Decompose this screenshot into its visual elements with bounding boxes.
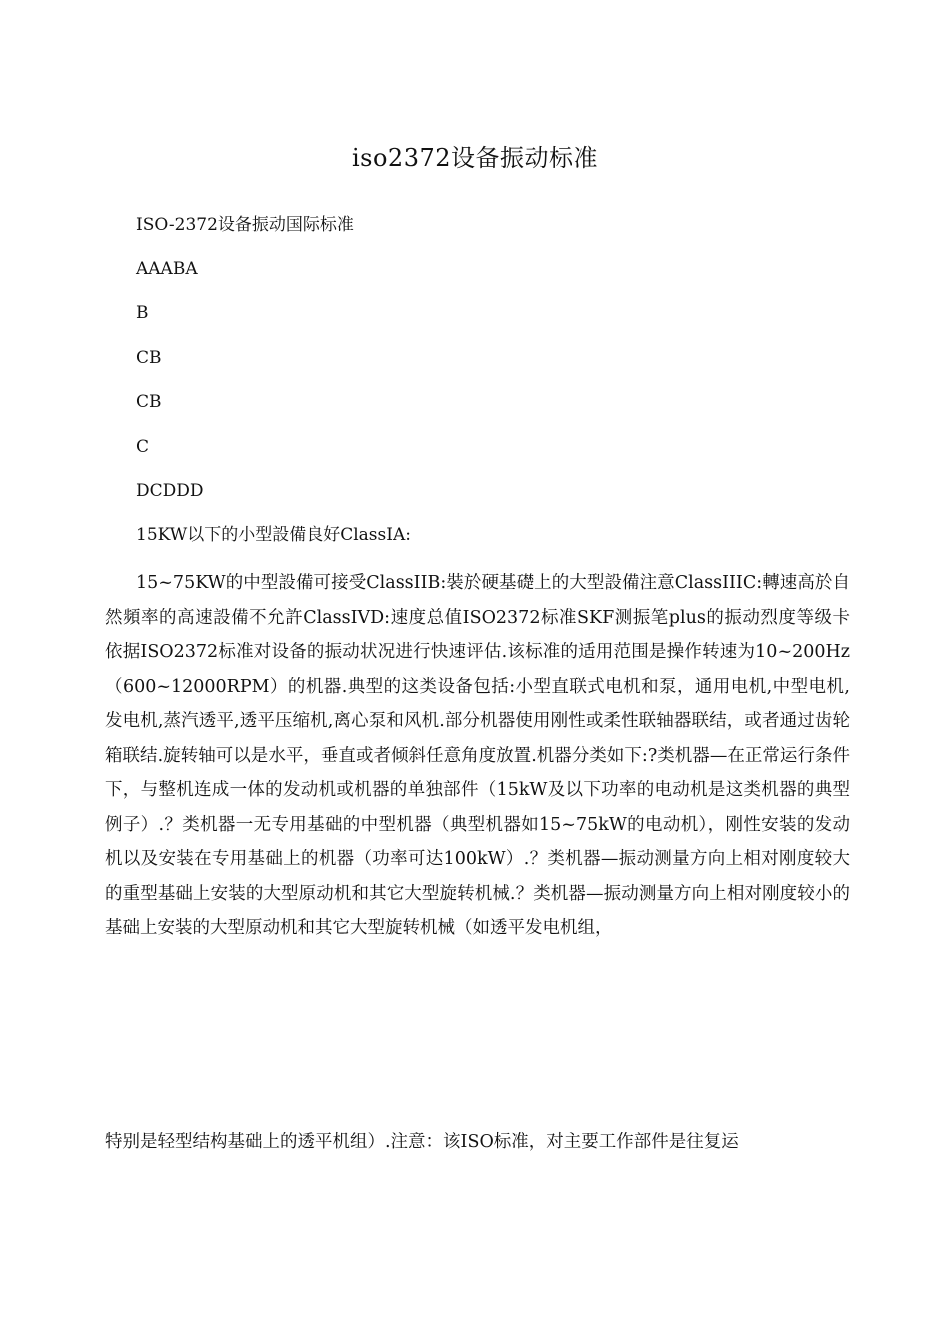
body-last-line: 特别是轻型结构基础上的透平机组）.注意：该ISO标准，对主要工作部件是往复运 <box>105 1132 739 1152</box>
grade-line: B <box>136 303 149 323</box>
grade-line: CB <box>136 392 162 412</box>
grade-line: AAABA <box>136 259 198 279</box>
document-title: iso2372设备振动标准 <box>351 144 599 172</box>
body-paragraph: 15~75KW的中型設備可接受ClassIIB:裝於硬基礎上的大型設備注意ClassIIIC:轉速高於自然頻率的高速設備不允許ClassIVD:速度总值ISO2372标准SKF测振笔plus的振动烈度等级卡依据ISO2372标准对设备的振动状况进行快速评估.该标准的适用范围是操作转速为10~200Hz（600~12000RPM）的机器.典型的这类设备包括:小型直联式电机和泵，通用电机,中型电机,发电机,蒸汽透平,透平压缩机,离心泵和风机.部分机器使用刚性或柔性联轴器联结，或者通过齿轮箱联结.旋转轴可以是水平，垂直或者倾斜任意角度放置.机器分类如下:?类机器—在正常运行条件下，与整机连成一体的发动机或机器的单独部件（15kW及以下功率的电动机是这类机器的典型例子）.？类机器一无专用基础的中型机器（典型机器如15~75kW的电动机），刚性安装的发动机以及安装在专用基础上的机器（功率可达100kW）.？类机器—振动测量方向上相对刚度较大的重型基础上安装的大型原动机和其它大型旋转机械.？类机器—振动测量方向上相对刚度较小的基础上安装的大型原动机和其它大型旋转机械（如透平发电机组， <box>105 573 850 938</box>
grade-line: DCDDD <box>136 481 204 501</box>
grade-line: CB <box>136 348 162 368</box>
grade-line: C <box>136 437 150 457</box>
class-line: 15KW以下的小型設備良好ClassIA: <box>136 525 411 545</box>
heading-line: ISO-2372设备振动国际标准 <box>136 215 354 235</box>
